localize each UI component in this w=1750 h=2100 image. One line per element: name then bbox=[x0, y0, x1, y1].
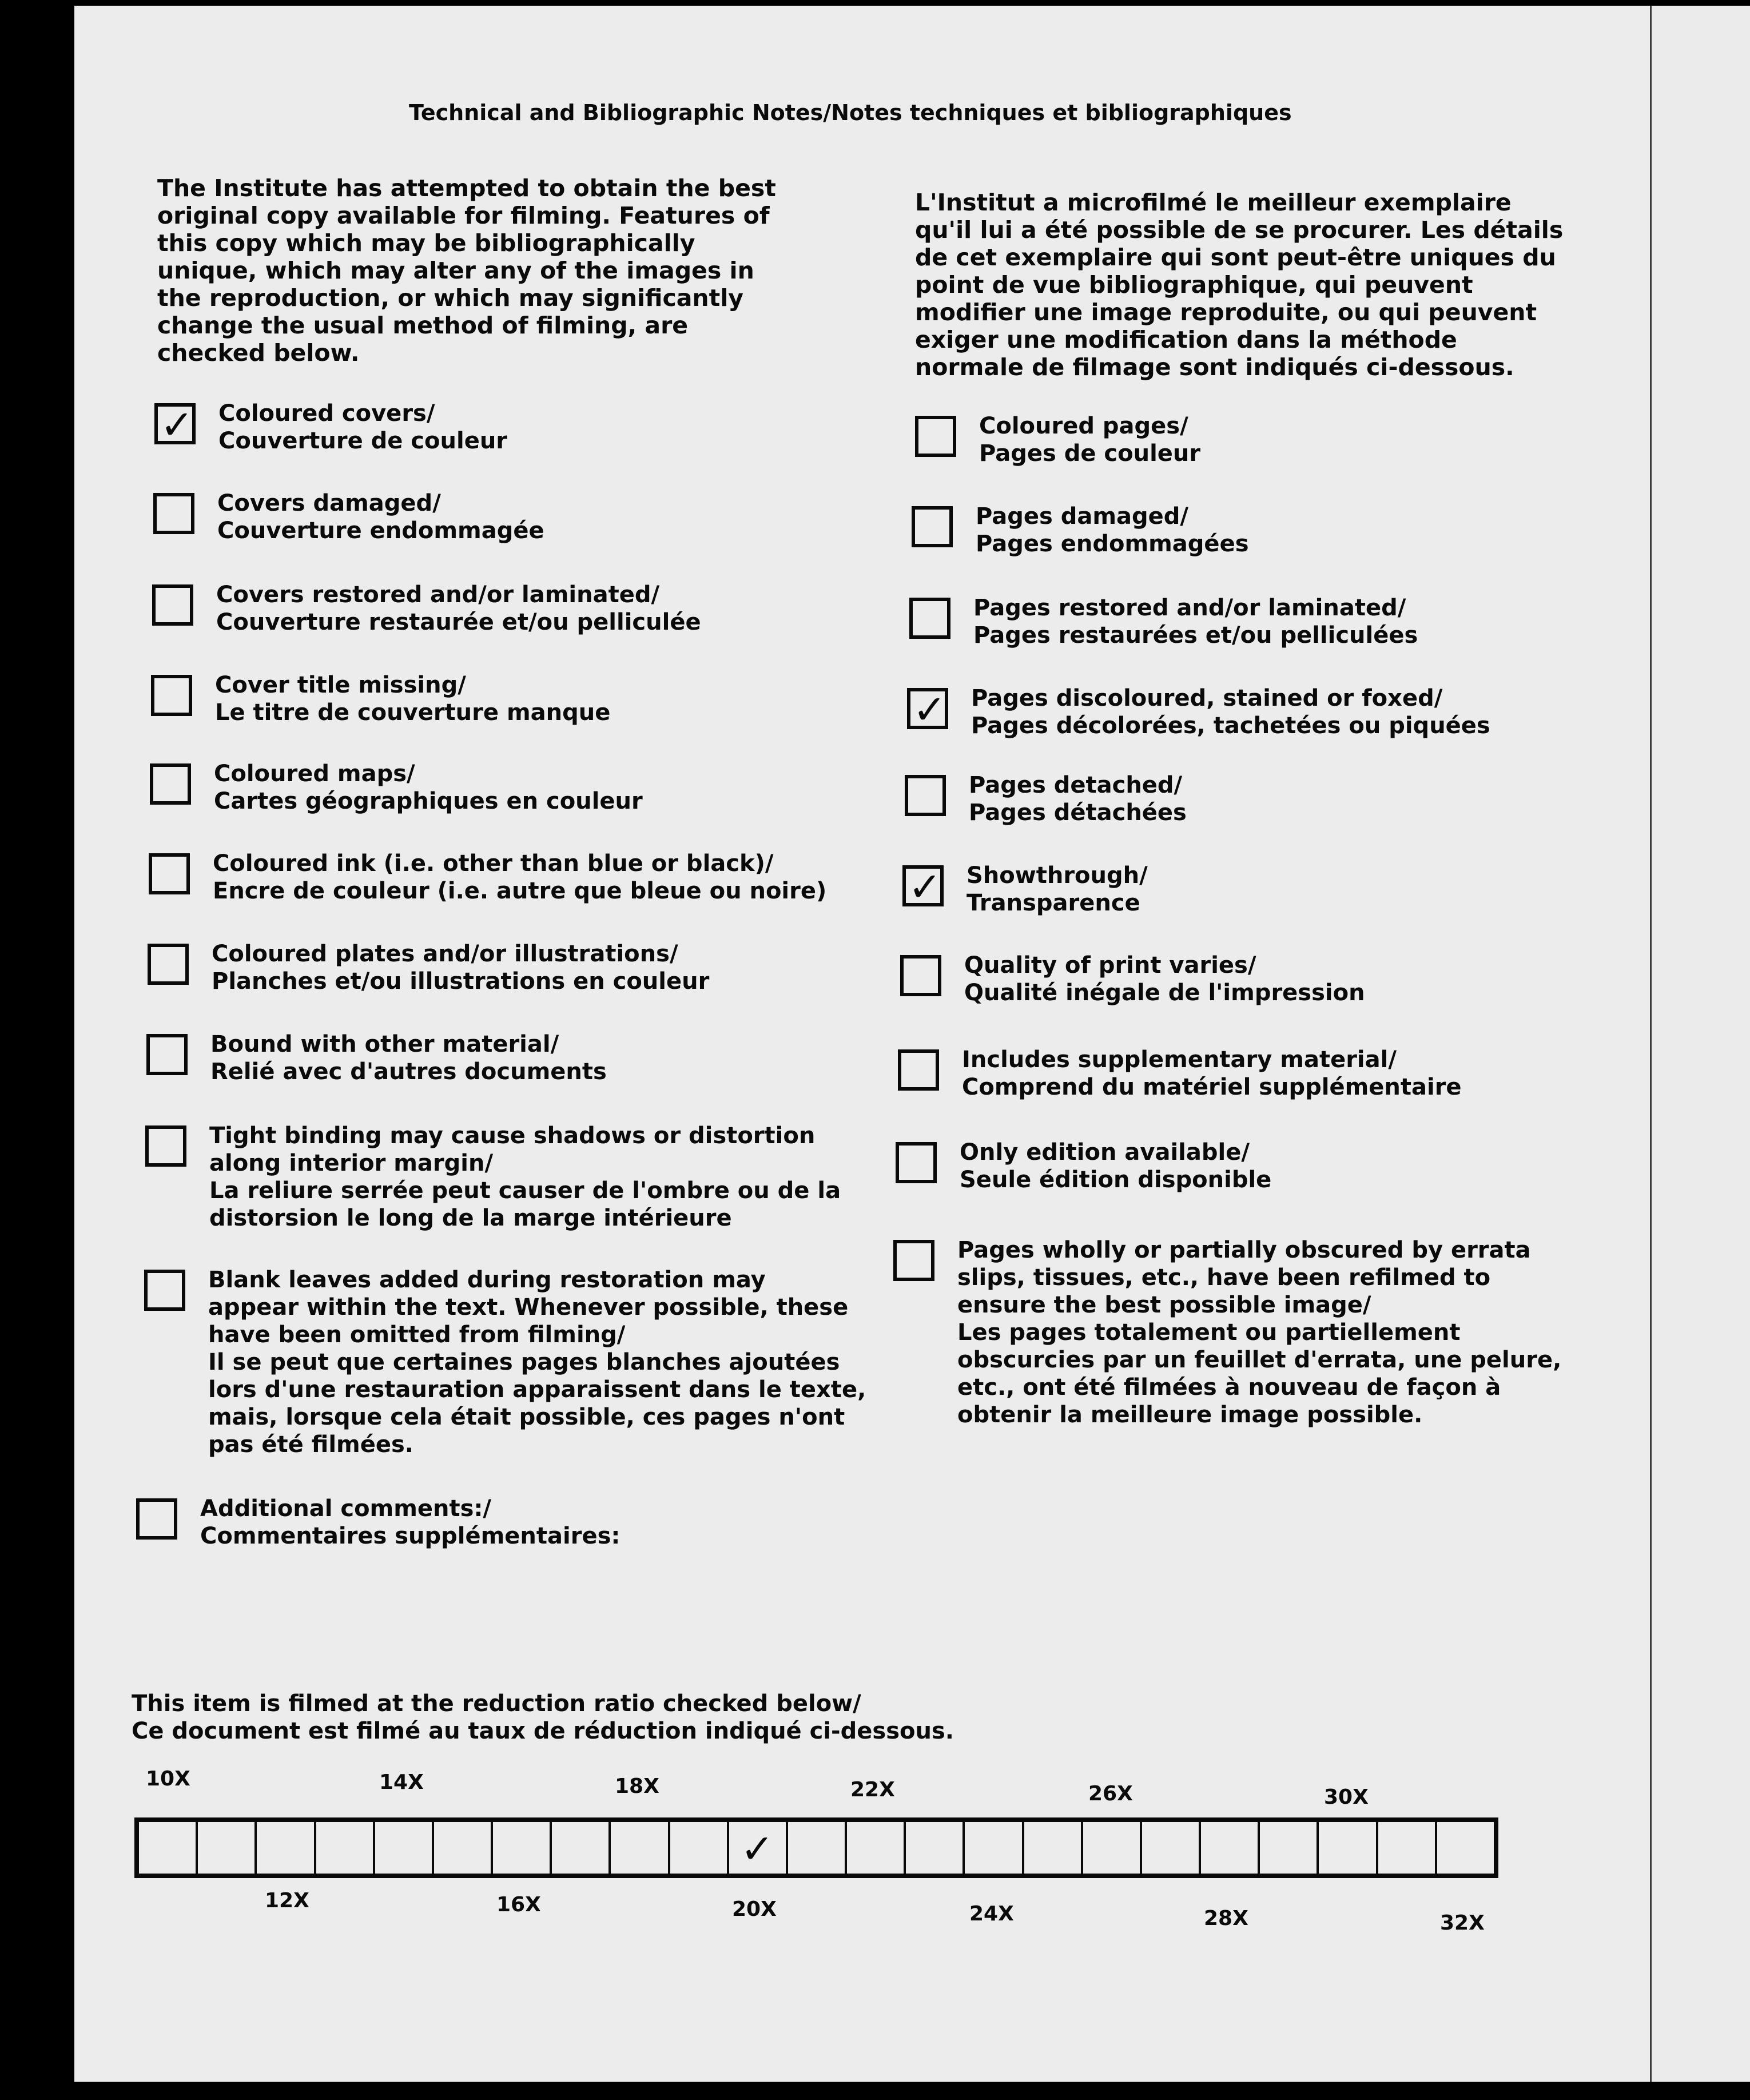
checkbox[interactable] bbox=[912, 506, 953, 547]
item-label-line: Covers restored and/or laminated/ bbox=[216, 582, 660, 608]
scale-label-bottom: 24X bbox=[969, 1902, 1014, 1926]
scale-cell[interactable] bbox=[1142, 1822, 1201, 1874]
scale-cell[interactable] bbox=[434, 1822, 493, 1874]
right-item bbox=[915, 413, 1201, 467]
scale-label-top: 30X bbox=[1324, 1785, 1369, 1809]
item-label-line: Pages restored and/or laminated/ bbox=[973, 595, 1406, 621]
scale-cell[interactable] bbox=[847, 1822, 906, 1874]
item-label-line: appear within the text. Whenever possible, these bbox=[208, 1294, 849, 1321]
item-label-line: Coloured plates and/or illustrations/ bbox=[212, 941, 678, 967]
item-label bbox=[200, 1495, 620, 1550]
checkbox[interactable] bbox=[915, 416, 956, 457]
item-label-line: Encre de couleur (i.e. autre que bleue ou noire) bbox=[213, 878, 827, 904]
left-item bbox=[154, 400, 508, 455]
item-label-line: Il se peut que certaines pages blanches ajoutées bbox=[208, 1349, 840, 1375]
checkbox[interactable] bbox=[144, 1270, 185, 1311]
item-label-line: obscurcies par un feuillet d'errata, une pelure, bbox=[957, 1347, 1562, 1373]
reduction-ratio-label-fr: Ce document est filmé au taux de réduction indiqué ci-dessous. bbox=[132, 1718, 954, 1744]
item-label-line: Pages restaurées et/ou pelliculées bbox=[973, 622, 1418, 649]
left-item bbox=[145, 1125, 841, 1232]
scale-label-bottom: 32X bbox=[1440, 1911, 1485, 1935]
item-label-line: Quality of print varies/ bbox=[964, 952, 1256, 979]
item-label-line: Transparence bbox=[967, 890, 1140, 916]
scale-label-top: 10X bbox=[146, 1767, 190, 1791]
right-item bbox=[912, 503, 1249, 558]
scale-label-bottom: 20X bbox=[732, 1898, 777, 1921]
right-item bbox=[898, 1049, 1462, 1101]
item-label-line: Only edition available/ bbox=[960, 1139, 1250, 1166]
intro-english: The Institute has attempted to obtain the best original copy available for filming. Features of this copy which may be bibliographically unique, which may alter any of the images in the reproduction, or which may significantly change the usual method of filming, are checked below. bbox=[157, 174, 776, 367]
item-label bbox=[960, 1139, 1271, 1194]
item-label-line: distorsion le long de la marge intérieure bbox=[209, 1205, 732, 1231]
right-item bbox=[902, 862, 1148, 917]
scale-label-top: 22X bbox=[850, 1778, 895, 1801]
scale-cell[interactable] bbox=[1260, 1822, 1319, 1874]
scale-cell[interactable] bbox=[729, 1822, 788, 1874]
item-label-line: Couverture restaurée et/ou pelliculée bbox=[216, 609, 701, 635]
checkmark-icon: ✓ bbox=[908, 864, 942, 910]
checkbox[interactable] bbox=[152, 584, 193, 626]
item-label-line: Qualité inégale de l'impression bbox=[964, 980, 1365, 1006]
item-label-line: Coloured covers/ bbox=[218, 400, 435, 427]
reduction-ratio-scale bbox=[134, 1817, 1498, 1878]
item-label bbox=[217, 490, 544, 544]
item-label-line: Bound with other material/ bbox=[210, 1031, 559, 1057]
item-label bbox=[209, 1122, 841, 1232]
item-label-line: Blank leaves added during restoration may bbox=[208, 1267, 766, 1293]
item-label-line: Pages damaged/ bbox=[976, 503, 1189, 530]
right-item bbox=[893, 1237, 1562, 1429]
item-label bbox=[213, 850, 826, 905]
checkmark-icon: ✓ bbox=[160, 401, 194, 448]
right-item bbox=[900, 952, 1365, 1007]
item-label bbox=[957, 1236, 1561, 1429]
adjacent-page-edge bbox=[1650, 6, 1750, 2082]
scale-cell[interactable] bbox=[1201, 1822, 1260, 1874]
scale-cell[interactable] bbox=[257, 1822, 316, 1874]
right-item bbox=[905, 772, 1187, 826]
item-label bbox=[973, 594, 1418, 649]
item-label-line: ensure the best possible image/ bbox=[957, 1292, 1371, 1318]
reduction-ratio-label-en: This item is filmed at the reduction ratio checked below/ bbox=[132, 1691, 861, 1717]
item-label-line: Les pages totalement ou partiellement bbox=[957, 1319, 1461, 1346]
item-label bbox=[976, 503, 1249, 558]
checkmark-icon: ✓ bbox=[740, 1825, 774, 1872]
checkmark-icon: ✓ bbox=[913, 686, 946, 733]
item-label-line: Pages de couleur bbox=[979, 440, 1201, 467]
item-label-line: Pages detached/ bbox=[969, 772, 1183, 798]
scale-cell[interactable] bbox=[139, 1822, 198, 1874]
item-label-line: Cartes géographiques en couleur bbox=[214, 788, 643, 814]
item-label-line: have been omitted from filming/ bbox=[208, 1322, 626, 1348]
item-label-line: Commentaires supplémentaires: bbox=[200, 1523, 621, 1549]
scale-cell[interactable] bbox=[552, 1822, 611, 1874]
item-label-line: Additional comments:/ bbox=[200, 1496, 492, 1522]
checkbox[interactable] bbox=[146, 1034, 188, 1075]
scale-label-top: 26X bbox=[1088, 1782, 1133, 1805]
scale-cell[interactable] bbox=[965, 1822, 1024, 1874]
intro-french: L'Institut a microfilmé le meilleur exemplaire qu'il lui a été possible de se procurer. Les détails de cet exemplaire qui sont peut-être uniques du point de vue bibliographique, qui peuvent modifier une image reproduite, ou qui peuvent exiger une modification dans la méthode normale de filmage sont indiqués ci-dessous. bbox=[915, 189, 1564, 381]
scale-cell[interactable] bbox=[906, 1822, 965, 1874]
item-label-line: Covers damaged/ bbox=[217, 490, 441, 516]
item-label-line: Includes supplementary material/ bbox=[962, 1047, 1397, 1073]
item-label-line: along interior margin/ bbox=[209, 1150, 494, 1176]
scale-cell[interactable] bbox=[1024, 1822, 1083, 1874]
item-label-line: lors d'une restauration apparaissent dans le texte, bbox=[208, 1377, 866, 1403]
scale-cell[interactable] bbox=[375, 1822, 434, 1874]
scale-label-top: 14X bbox=[379, 1771, 424, 1794]
item-label bbox=[979, 412, 1200, 467]
item-label-line: Relié avec d'autres documents bbox=[210, 1059, 607, 1085]
checkbox[interactable] bbox=[148, 944, 189, 985]
checkbox[interactable] bbox=[154, 401, 196, 448]
item-label-line: Coloured maps/ bbox=[214, 761, 415, 787]
right-item bbox=[896, 1139, 1272, 1194]
left-item bbox=[149, 850, 827, 905]
item-label-line: Le titre de couverture manque bbox=[215, 699, 611, 726]
checkbox[interactable] bbox=[909, 598, 950, 639]
left-item bbox=[136, 1498, 620, 1550]
scale-cell[interactable] bbox=[670, 1822, 729, 1874]
item-label bbox=[962, 1046, 1462, 1101]
item-label-line: Comprend du matériel supplémentaire bbox=[962, 1074, 1462, 1100]
scale-label-bottom: 12X bbox=[265, 1889, 309, 1912]
scale-cell[interactable] bbox=[1437, 1822, 1494, 1874]
left-item bbox=[152, 584, 701, 636]
scale-label-bottom: 28X bbox=[1204, 1907, 1248, 1930]
scale-cell[interactable] bbox=[316, 1822, 375, 1874]
item-label-line: Showthrough/ bbox=[967, 862, 1148, 889]
item-label bbox=[967, 862, 1148, 917]
item-label-line: Couverture de couleur bbox=[218, 428, 508, 454]
item-label bbox=[218, 400, 507, 455]
scale-cell[interactable] bbox=[1378, 1822, 1437, 1874]
scale-cell[interactable] bbox=[198, 1822, 257, 1874]
checkbox[interactable] bbox=[896, 1142, 937, 1183]
scale-label-bottom: 16X bbox=[496, 1893, 541, 1916]
item-label-line: mais, lorsque cela était possible, ces pages n'ont bbox=[208, 1404, 845, 1430]
item-label-line: Seule édition disponible bbox=[960, 1167, 1272, 1193]
item-label-line: Tight binding may cause shadows or distortion bbox=[209, 1123, 816, 1149]
checkbox[interactable] bbox=[905, 775, 946, 816]
checkbox[interactable] bbox=[153, 493, 194, 534]
item-label-line: Planches et/ou illustrations en couleur bbox=[212, 968, 710, 995]
checkbox[interactable] bbox=[145, 1125, 186, 1167]
item-label-line: Pages endommagées bbox=[976, 531, 1249, 557]
left-item bbox=[148, 941, 710, 995]
item-label bbox=[971, 685, 1490, 739]
checkbox[interactable] bbox=[149, 853, 190, 894]
page-title: Technical and Bibliographic Notes/Notes techniques et bibliographiques bbox=[409, 100, 1292, 125]
checkbox[interactable] bbox=[893, 1240, 934, 1281]
item-label-line: Coloured pages/ bbox=[979, 413, 1188, 439]
left-item bbox=[144, 1267, 866, 1458]
item-label-line: Coloured ink (i.e. other than blue or black)/ bbox=[213, 850, 774, 877]
scale-cell[interactable] bbox=[493, 1822, 552, 1874]
item-label-line: Cover title missing/ bbox=[215, 672, 466, 698]
checkbox[interactable] bbox=[150, 763, 191, 805]
item-label bbox=[215, 671, 610, 726]
right-item bbox=[909, 595, 1418, 649]
scale-cell[interactable] bbox=[788, 1822, 847, 1874]
item-label-line: etc., ont été filmées à nouveau de façon à bbox=[957, 1374, 1501, 1401]
left-item bbox=[150, 763, 643, 815]
item-label bbox=[210, 1031, 607, 1085]
scale-cell[interactable] bbox=[611, 1822, 670, 1874]
item-label-line: Pages détachées bbox=[969, 800, 1187, 826]
item-label-line: La reliure serrée peut causer de l'ombre ou de la bbox=[209, 1178, 841, 1204]
scale-cell[interactable] bbox=[1083, 1822, 1142, 1874]
item-label bbox=[214, 760, 643, 815]
checkbox[interactable] bbox=[136, 1498, 177, 1540]
item-label-line: slips, tissues, etc., have been refilmed to bbox=[957, 1264, 1491, 1291]
right-item bbox=[907, 685, 1490, 739]
item-label-line: Pages décolorées, tachetées ou piquées bbox=[971, 713, 1490, 739]
item-label-line: Pages discoloured, stained or foxed/ bbox=[971, 685, 1443, 711]
checkbox[interactable] bbox=[151, 675, 192, 716]
checkbox[interactable] bbox=[900, 955, 941, 996]
item-label-line: pas été filmées. bbox=[208, 1431, 413, 1458]
checkbox[interactable] bbox=[898, 1049, 939, 1091]
item-label bbox=[216, 581, 701, 636]
item-label-line: obtenir la meilleure image possible. bbox=[957, 1402, 1423, 1428]
checkbox[interactable] bbox=[902, 864, 944, 910]
item-label-line: Couverture endommagée bbox=[217, 518, 544, 544]
item-label-line: Pages wholly or partially obscured by errata bbox=[957, 1237, 1531, 1263]
item-label bbox=[212, 940, 709, 995]
scale-label-top: 18X bbox=[615, 1775, 659, 1798]
reduction-ratio-label bbox=[132, 1690, 954, 1745]
checkbox[interactable] bbox=[907, 686, 948, 733]
item-label bbox=[964, 952, 1365, 1007]
left-item bbox=[151, 672, 611, 726]
left-item bbox=[146, 1031, 607, 1085]
scale-cell[interactable] bbox=[1319, 1822, 1378, 1874]
item-label bbox=[969, 771, 1187, 826]
left-item bbox=[153, 490, 544, 544]
item-label bbox=[208, 1266, 866, 1458]
